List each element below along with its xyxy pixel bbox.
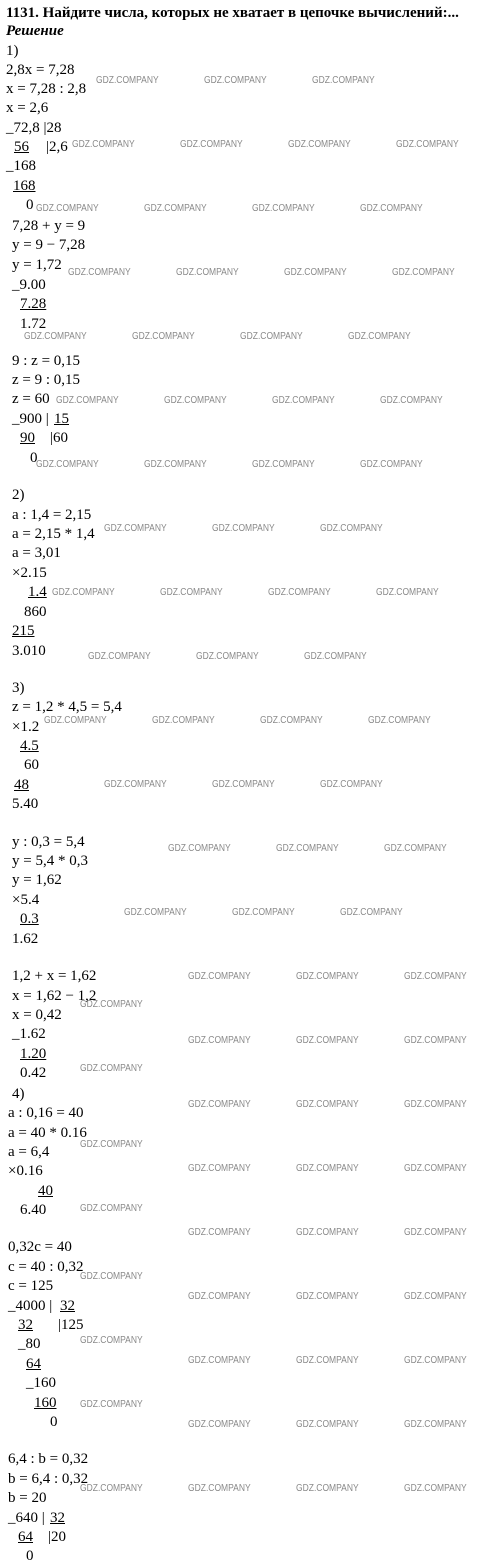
- watermark: GDZ.COMPANY: [260, 715, 323, 726]
- division-line: 56: [14, 139, 29, 155]
- watermark: GDZ.COMPANY: [404, 1355, 467, 1366]
- division-line: 32: [50, 1510, 65, 1526]
- calc-line: 60: [24, 757, 39, 773]
- watermark: GDZ.COMPANY: [212, 523, 275, 534]
- equation-line: y = 1,62: [12, 872, 62, 888]
- watermark: GDZ.COMPANY: [276, 843, 339, 854]
- calc-line: 48: [14, 777, 29, 793]
- watermark: GDZ.COMPANY: [44, 715, 107, 726]
- watermark: GDZ.COMPANY: [188, 1099, 251, 1110]
- calc-line: 860: [24, 604, 47, 620]
- watermark: GDZ.COMPANY: [188, 1035, 251, 1046]
- watermark: GDZ.COMPANY: [124, 907, 187, 918]
- part-number: 1): [6, 43, 19, 59]
- division-line: _160: [26, 1375, 56, 1391]
- watermark: GDZ.COMPANY: [188, 971, 251, 982]
- watermark: GDZ.COMPANY: [376, 587, 439, 598]
- watermark: GDZ.COMPANY: [312, 75, 375, 86]
- watermark: GDZ.COMPANY: [320, 523, 383, 534]
- watermark: GDZ.COMPANY: [104, 523, 167, 534]
- equation-line: b = 6,4 : 0,32: [8, 1471, 89, 1487]
- equation-line: y = 9 − 7,28: [12, 237, 86, 253]
- watermark: GDZ.COMPANY: [404, 1419, 467, 1430]
- watermark: GDZ.COMPANY: [232, 907, 295, 918]
- division-line: _80: [18, 1336, 41, 1352]
- division-line: 32: [60, 1298, 75, 1314]
- watermark: GDZ.COMPANY: [188, 1419, 251, 1430]
- watermark: GDZ.COMPANY: [80, 1399, 143, 1410]
- equation-line: 7,28 + y = 9: [12, 218, 86, 234]
- division-line: |60: [50, 430, 69, 446]
- watermark: GDZ.COMPANY: [196, 651, 259, 662]
- equation-line: a = 3,01: [12, 545, 61, 561]
- division-line: _168: [6, 158, 36, 174]
- division-line: 0: [26, 1548, 34, 1564]
- watermark: GDZ.COMPANY: [144, 459, 207, 470]
- calc-line: 4.5: [20, 738, 39, 754]
- watermark: GDZ.COMPANY: [360, 203, 423, 214]
- equation-line: 9 : z = 0,15: [12, 353, 81, 369]
- division-line: _900 |: [12, 411, 49, 427]
- part-number: 3): [12, 680, 25, 696]
- division-line: |20: [48, 1529, 67, 1545]
- calc-line: 1.72: [20, 316, 47, 332]
- watermark: GDZ.COMPANY: [296, 1355, 359, 1366]
- equation-line: a : 0,16 = 40: [8, 1105, 84, 1121]
- watermark: GDZ.COMPANY: [160, 587, 223, 598]
- watermark: GDZ.COMPANY: [296, 1291, 359, 1302]
- watermark: GDZ.COMPANY: [404, 971, 467, 982]
- watermark: GDZ.COMPANY: [88, 651, 151, 662]
- watermark: GDZ.COMPANY: [252, 203, 315, 214]
- equation-line: a = 40 * 0.16: [8, 1125, 87, 1141]
- equation-line: x = 1,62 − 1,2: [12, 988, 97, 1004]
- watermark: GDZ.COMPANY: [240, 331, 303, 342]
- watermark: GDZ.COMPANY: [340, 907, 403, 918]
- watermark: GDZ.COMPANY: [204, 75, 267, 86]
- watermark: GDZ.COMPANY: [304, 651, 367, 662]
- division-line: 64: [18, 1529, 33, 1545]
- equation-line: 0,32c = 40: [8, 1239, 72, 1255]
- equation-line: b = 20: [8, 1490, 47, 1506]
- equation-line: x = 0,42: [12, 1007, 62, 1023]
- calc-line: 1.20: [20, 1046, 47, 1062]
- watermark: GDZ.COMPANY: [380, 395, 443, 406]
- watermark: GDZ.COMPANY: [284, 267, 347, 278]
- watermark: GDZ.COMPANY: [360, 459, 423, 470]
- equation-line: a = 2,15 * 1,4: [12, 526, 95, 542]
- division-line: 15: [54, 411, 69, 427]
- calc-line: 0.3: [20, 911, 39, 927]
- watermark: GDZ.COMPANY: [36, 459, 99, 470]
- watermark: GDZ.COMPANY: [392, 267, 455, 278]
- watermark: GDZ.COMPANY: [188, 1483, 251, 1494]
- watermark: GDZ.COMPANY: [80, 1203, 143, 1214]
- calc-line: 5.40: [12, 796, 39, 812]
- watermark: GDZ.COMPANY: [24, 331, 87, 342]
- division-line: 168: [13, 178, 36, 194]
- part-number: 2): [12, 487, 25, 503]
- calc-line: 40: [38, 1183, 53, 1199]
- watermark: GDZ.COMPANY: [296, 1227, 359, 1238]
- equation-line: z = 60: [12, 391, 50, 407]
- division-line: 160: [34, 1395, 57, 1411]
- calc-line: ×5.4: [12, 892, 40, 908]
- watermark: GDZ.COMPANY: [56, 395, 119, 406]
- division-line: _4000 |: [8, 1298, 53, 1314]
- watermark: GDZ.COMPANY: [404, 1483, 467, 1494]
- equation-line: a = 6,4: [8, 1144, 50, 1160]
- division-line: 64: [26, 1356, 41, 1372]
- watermark: GDZ.COMPANY: [268, 587, 331, 598]
- calc-line: 7.28: [20, 296, 47, 312]
- equation-line: 2,8x = 7,28: [6, 62, 75, 78]
- equation-line: x = 7,28 : 2,8: [6, 81, 87, 97]
- watermark: GDZ.COMPANY: [96, 75, 159, 86]
- equation-line: z = 1,2 * 4,5 = 5,4: [12, 699, 122, 715]
- watermark: GDZ.COMPANY: [80, 1335, 143, 1346]
- equation-line: 6,4 : b = 0,32: [8, 1451, 89, 1467]
- watermark: GDZ.COMPANY: [320, 779, 383, 790]
- division-line: 0: [30, 450, 38, 466]
- equation-line: z = 9 : 0,15: [12, 372, 81, 388]
- calc-line: _1.62: [12, 1026, 46, 1042]
- division-line: 0: [26, 197, 34, 213]
- watermark: GDZ.COMPANY: [152, 715, 215, 726]
- equation-line: c = 40 : 0,32: [8, 1259, 84, 1275]
- watermark: GDZ.COMPANY: [132, 331, 195, 342]
- watermark: GDZ.COMPANY: [396, 139, 459, 150]
- watermark: GDZ.COMPANY: [164, 395, 227, 406]
- watermark: GDZ.COMPANY: [296, 1419, 359, 1430]
- watermark: GDZ.COMPANY: [80, 1483, 143, 1494]
- watermark: GDZ.COMPANY: [296, 1099, 359, 1110]
- watermark: GDZ.COMPANY: [68, 267, 131, 278]
- watermark: GDZ.COMPANY: [272, 395, 335, 406]
- division-line: |125: [58, 1317, 84, 1333]
- watermark: GDZ.COMPANY: [368, 715, 431, 726]
- watermark: GDZ.COMPANY: [80, 1063, 143, 1074]
- calc-line: ×1.2: [12, 719, 40, 735]
- part-number: 4): [12, 1086, 25, 1102]
- watermark: GDZ.COMPANY: [296, 1163, 359, 1174]
- division-line: 32: [18, 1317, 33, 1333]
- solution-label: Решение: [6, 23, 64, 39]
- calc-line: ×2.15: [12, 565, 47, 581]
- watermark: GDZ.COMPANY: [168, 843, 231, 854]
- watermark: GDZ.COMPANY: [296, 1035, 359, 1046]
- watermark: GDZ.COMPANY: [80, 1139, 143, 1150]
- watermark: GDZ.COMPANY: [296, 971, 359, 982]
- watermark: GDZ.COMPANY: [80, 1271, 143, 1282]
- calc-line: 1.4: [28, 584, 47, 600]
- division-line: _72,8 |28: [6, 120, 62, 136]
- watermark: GDZ.COMPANY: [104, 779, 167, 790]
- equation-line: y : 0,3 = 5,4: [12, 834, 85, 850]
- division-line: 0: [50, 1414, 58, 1430]
- watermark: GDZ.COMPANY: [180, 139, 243, 150]
- watermark: GDZ.COMPANY: [52, 587, 115, 598]
- watermark: GDZ.COMPANY: [212, 779, 275, 790]
- equation-line: a : 1,4 = 2,15: [12, 507, 92, 523]
- watermark: GDZ.COMPANY: [252, 459, 315, 470]
- equation-line: x = 2,6: [6, 100, 49, 116]
- watermark: GDZ.COMPANY: [36, 203, 99, 214]
- calc-line: 3.010: [12, 643, 46, 659]
- calc-line: 0.42: [20, 1065, 47, 1081]
- calc-line: ×0.16: [8, 1163, 43, 1179]
- division-line: _640 |: [8, 1510, 45, 1526]
- watermark: GDZ.COMPANY: [404, 1291, 467, 1302]
- equation-line: c = 125: [8, 1278, 54, 1294]
- watermark: GDZ.COMPANY: [188, 1227, 251, 1238]
- watermark: GDZ.COMPANY: [384, 843, 447, 854]
- watermark: GDZ.COMPANY: [296, 1483, 359, 1494]
- watermark: GDZ.COMPANY: [188, 1291, 251, 1302]
- watermark: GDZ.COMPANY: [188, 1355, 251, 1366]
- calc-line: 6.40: [20, 1202, 47, 1218]
- watermark: GDZ.COMPANY: [80, 999, 143, 1010]
- watermark: GDZ.COMPANY: [404, 1163, 467, 1174]
- watermark: GDZ.COMPANY: [404, 1099, 467, 1110]
- watermark: GDZ.COMPANY: [144, 203, 207, 214]
- calc-line: 1.62: [12, 931, 39, 947]
- watermark: GDZ.COMPANY: [72, 139, 135, 150]
- watermark: GDZ.COMPANY: [188, 1163, 251, 1174]
- calc-line: _9.00: [12, 277, 46, 293]
- watermark: GDZ.COMPANY: [404, 1035, 467, 1046]
- watermark: GDZ.COMPANY: [348, 331, 411, 342]
- watermark: GDZ.COMPANY: [288, 139, 351, 150]
- watermark: GDZ.COMPANY: [176, 267, 239, 278]
- division-line: |2,6: [46, 139, 68, 155]
- calc-line: 215: [12, 623, 35, 639]
- division-line: 90: [20, 430, 35, 446]
- task-title: 1131. Найдите числа, которых не хватает в цепочке вычислений:...: [6, 5, 459, 21]
- watermark: GDZ.COMPANY: [404, 1227, 467, 1238]
- equation-line: 1,2 + x = 1,62: [12, 968, 97, 984]
- equation-line: y = 5,4 * 0,3: [12, 853, 88, 869]
- equation-line: y = 1,72: [12, 257, 62, 273]
